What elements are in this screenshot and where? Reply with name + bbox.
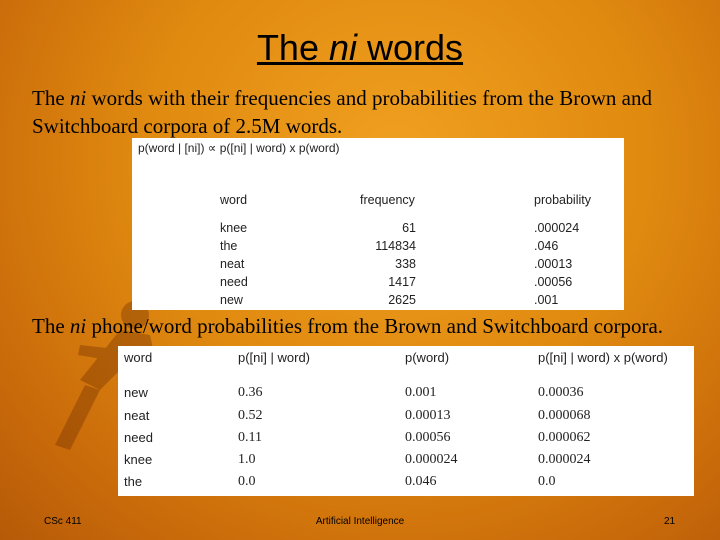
probability-table bbox=[118, 346, 694, 496]
table-cell: .000024 bbox=[534, 221, 580, 235]
table-cell: knee bbox=[124, 452, 153, 467]
table-cell: knee bbox=[220, 221, 248, 235]
table-cell: 0.046 bbox=[405, 474, 437, 489]
table-cell: 2625 bbox=[388, 293, 416, 307]
intro-paragraph: The ni words with their frequencies and probabilities from the Brown and Switchboard corpora of 2.5M words. bbox=[32, 86, 652, 138]
table-cell: 0.00056 bbox=[405, 430, 451, 445]
column-header: word bbox=[220, 193, 248, 207]
table-cell: 0.000024 bbox=[538, 452, 591, 467]
table-cell: 0.001 bbox=[405, 385, 437, 400]
table-cell: 0.000024 bbox=[405, 452, 458, 467]
table-cell: 0.00036 bbox=[538, 385, 584, 400]
footer-subject: Artificial Intelligence bbox=[315, 516, 405, 527]
table-cell: 0.000062 bbox=[538, 430, 591, 445]
table-cell: new bbox=[220, 293, 243, 307]
table-cell: need bbox=[220, 275, 248, 289]
table-cell: need bbox=[124, 430, 153, 445]
table-cell: the bbox=[124, 474, 143, 489]
table-cell: 61 bbox=[402, 221, 416, 235]
table-cell: .001 bbox=[534, 293, 559, 307]
table-cell: 0.11 bbox=[238, 430, 262, 445]
table-cell: .00056 bbox=[534, 275, 573, 289]
column-header: p([ni] | word) x p(word) bbox=[538, 350, 668, 365]
table-cell: neat bbox=[220, 257, 245, 271]
footer-course: CSc 411 bbox=[44, 516, 82, 527]
table-cell: 114834 bbox=[375, 239, 416, 253]
table-cell: 0.36 bbox=[238, 385, 263, 400]
phone-word-paragraph: The ni phone/word probabilities from the Brown and Switchboard corpora. bbox=[32, 314, 664, 338]
table-cell: the bbox=[220, 239, 238, 253]
table-cell: 0.0 bbox=[238, 474, 256, 489]
frequency-table bbox=[132, 138, 624, 310]
slide-title: The ni words bbox=[256, 27, 464, 68]
table-cell: 0.00013 bbox=[405, 408, 451, 423]
table-cell: 0.0 bbox=[538, 474, 556, 489]
column-header: word bbox=[124, 350, 153, 365]
column-header: probability bbox=[534, 193, 591, 207]
column-header: frequency bbox=[360, 193, 415, 207]
table-cell: .046 bbox=[534, 239, 559, 253]
bayes-formula: p(word | [ni]) ∝ p([ni] | word) x p(word) bbox=[138, 141, 340, 155]
table-cell: 0.52 bbox=[238, 408, 263, 423]
table-cell: 0.000068 bbox=[538, 408, 591, 423]
footer-page-number: 21 bbox=[664, 516, 676, 527]
column-header: p(word) bbox=[405, 350, 450, 365]
table-cell: 338 bbox=[395, 257, 416, 271]
column-header: p([ni] | word) bbox=[238, 350, 311, 365]
table-cell: .00013 bbox=[534, 257, 573, 271]
table-cell: 1417 bbox=[388, 275, 416, 289]
table-cell: 1.0 bbox=[238, 452, 256, 467]
table-cell: neat bbox=[124, 408, 150, 423]
table-cell: new bbox=[124, 385, 148, 400]
